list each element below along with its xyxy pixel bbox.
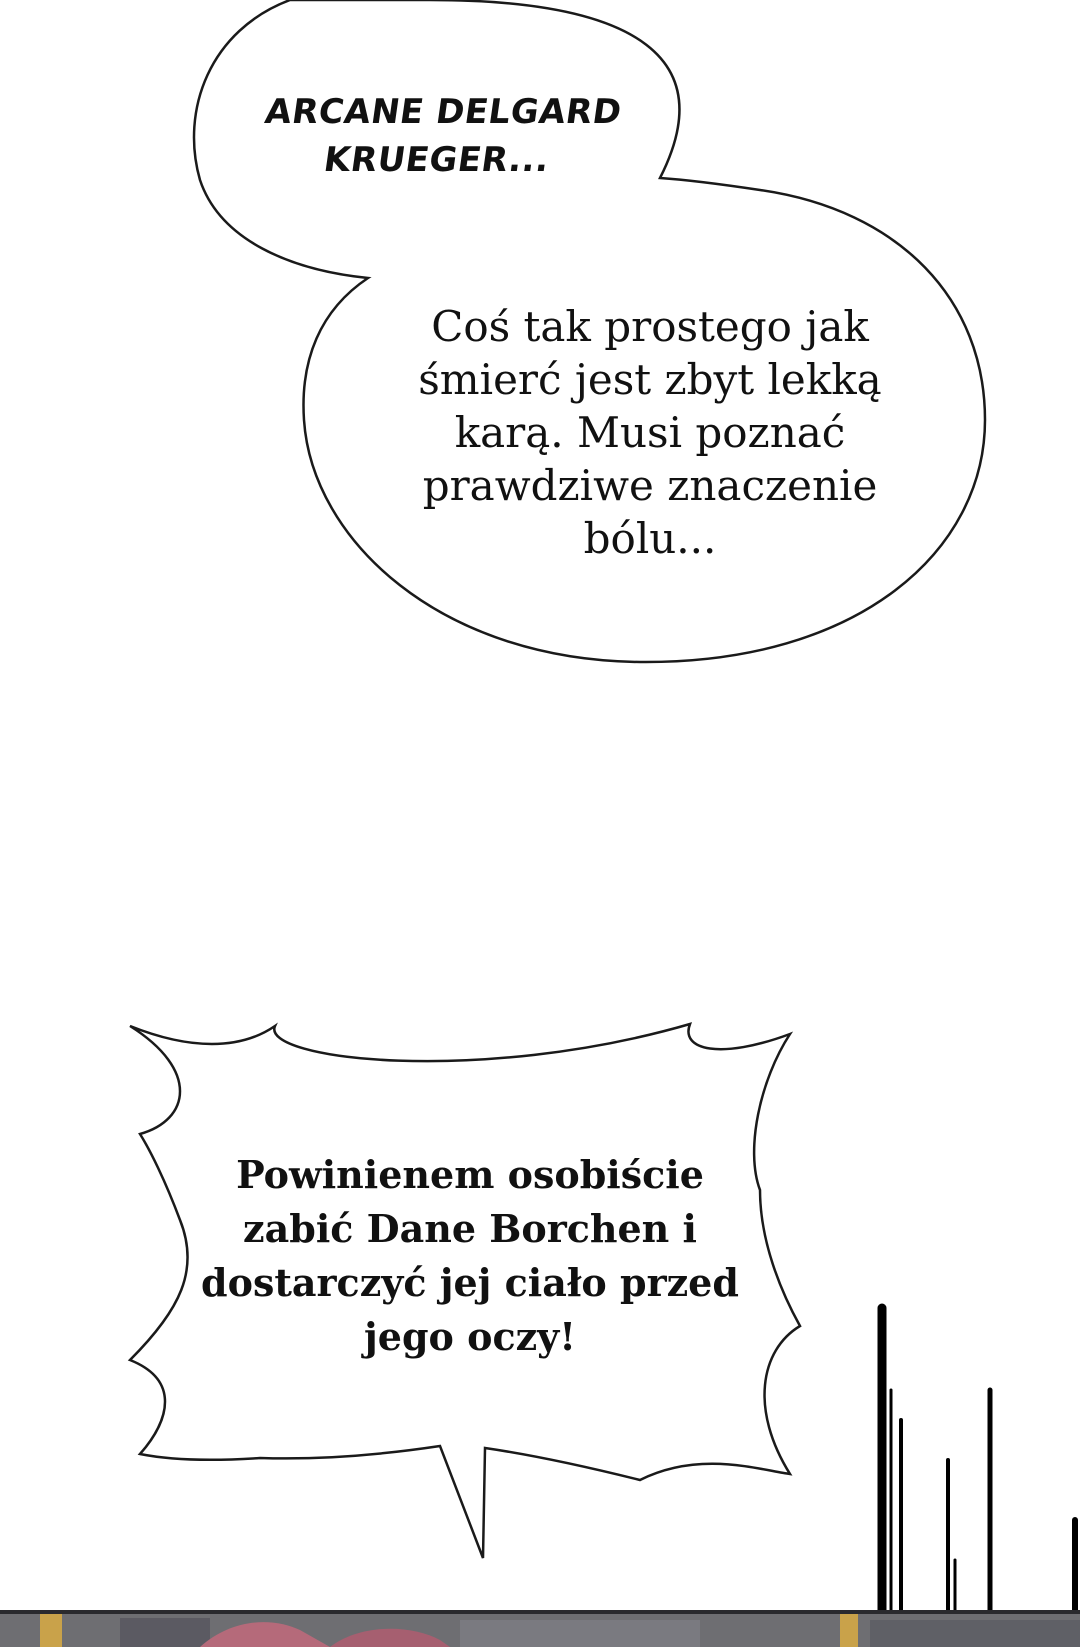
speed-lines (882, 1308, 1075, 1647)
thought-speech-text: Coś tak prostego jak śmierć jest zbyt lekką karą. Musi poznać prawdziwe znaczenie bólu... (418, 302, 882, 563)
shout-speech-text: Powinienem osobiście zabić Dane Borchen i dostarczyć jej ciało przed jego oczy! (201, 1152, 739, 1359)
scene-strip-art (0, 1610, 1080, 1647)
narrator-name-caption: ARCANE DELGARD KRUEGER... (262, 92, 625, 180)
next-scene-strip (0, 1610, 1080, 1647)
